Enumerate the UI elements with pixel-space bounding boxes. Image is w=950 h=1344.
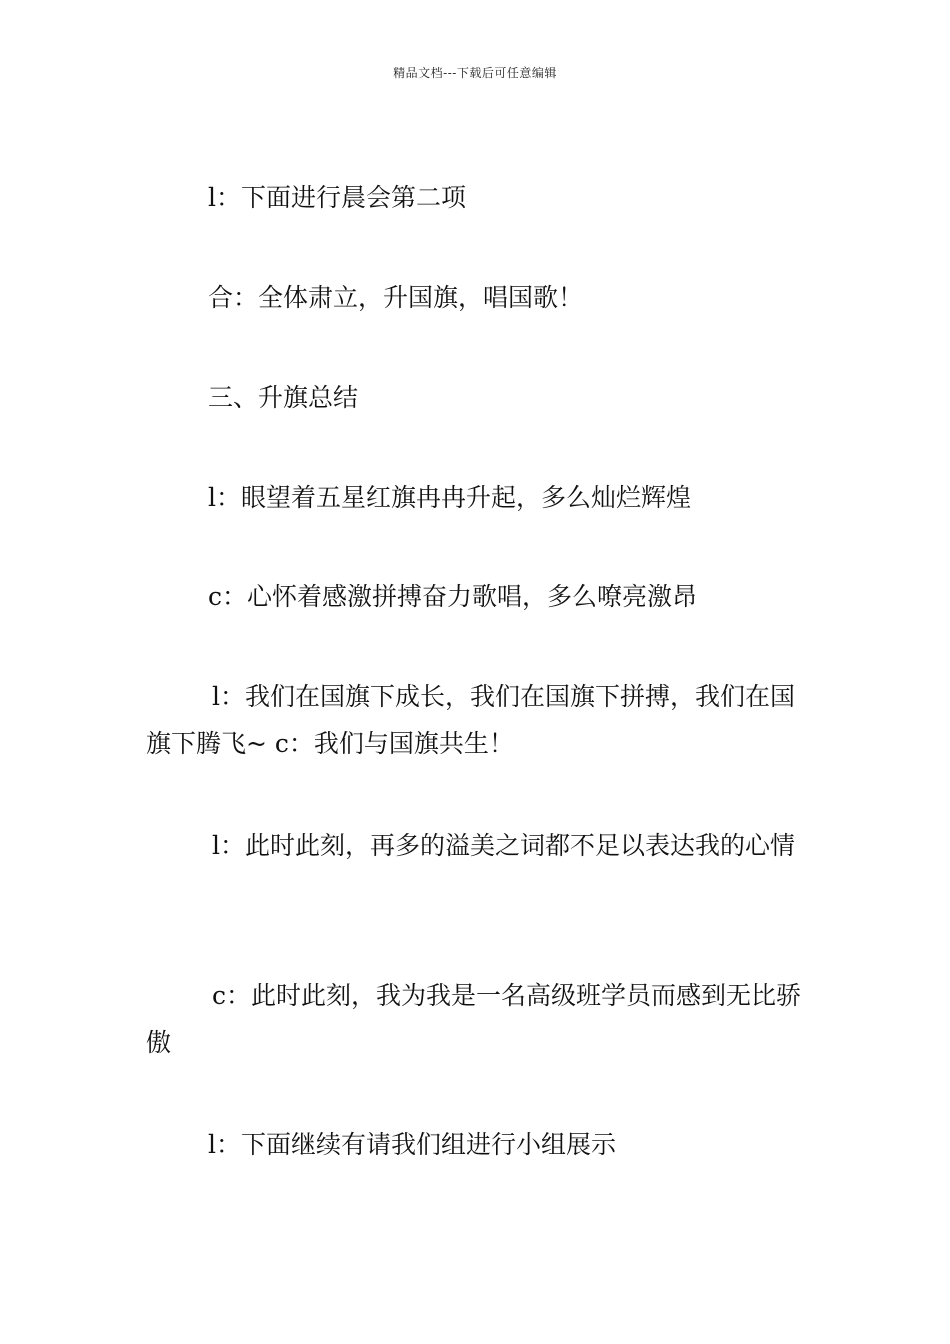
- paragraph-this-moment-proud: c：此时此刻，我为我是一名高级班学员而感到无比骄傲: [146, 981, 802, 1057]
- paragraph-watching-flag: l：眼望着五星红旗冉冉升起，多么灿烂辉煌: [208, 483, 691, 512]
- paragraph-singing: c：心怀着感激拼搏奋力歌唱，多么嘹亮激昂: [208, 582, 698, 611]
- paragraph-this-moment-feelings: l：此时此刻，再多的溢美之词都不足以表达我的心情: [212, 831, 795, 860]
- page-header: 精品文档---下载后可任意编辑: [393, 66, 557, 80]
- paragraph-flag-raising: 合：全体肃立，升国旗，唱国歌！: [208, 283, 584, 312]
- paragraph-group-presentation: l：下面继续有请我们组进行小组展示: [208, 1130, 616, 1159]
- paragraph-host-intro-item-two: l：下面进行晨会第二项: [208, 183, 466, 212]
- section-heading-flag-summary: 三、升旗总结: [208, 383, 359, 412]
- paragraph-growing-under-flag: l：我们在国旗下成长，我们在国旗下拼搏，我们在国旗下腾飞~ c：我们与国旗共生！: [146, 682, 795, 758]
